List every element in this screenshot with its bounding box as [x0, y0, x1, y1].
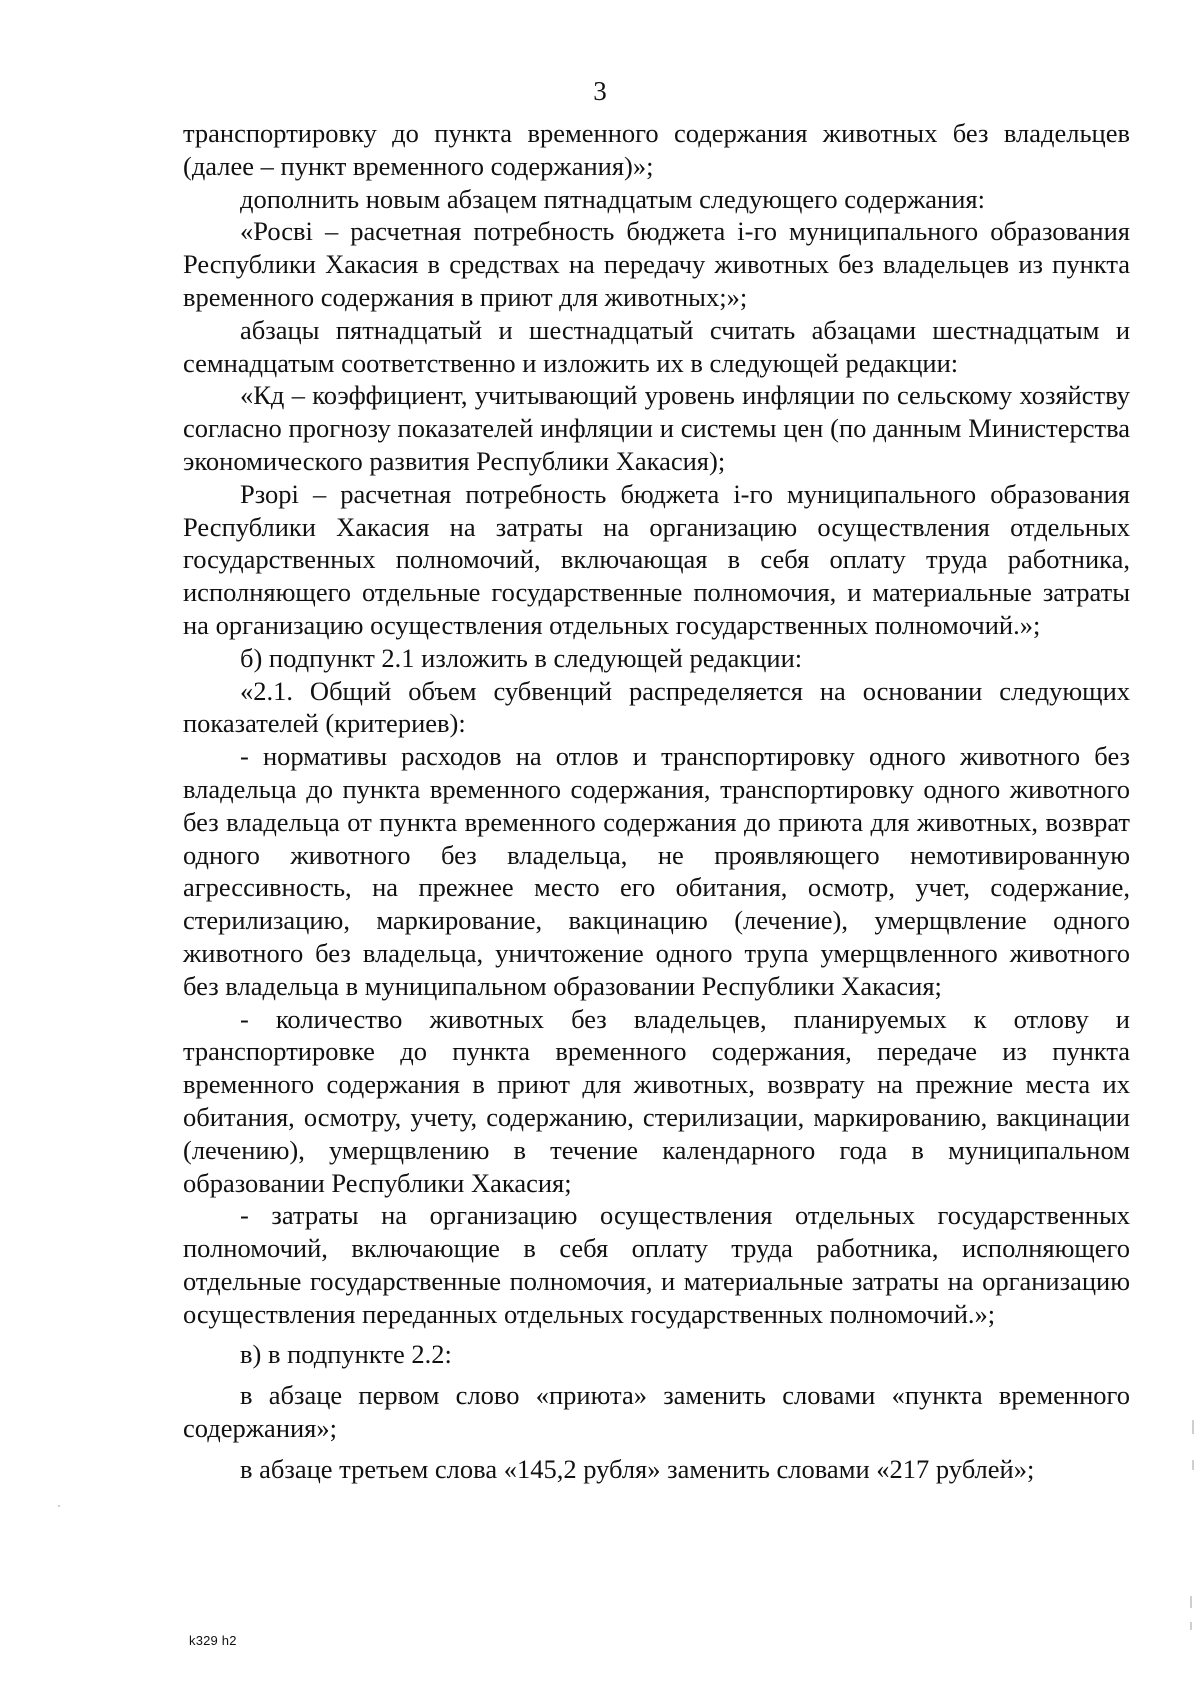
- paragraph: «Росві – расчетная потребность бюджета і-го муниципального образования Республики Хакасия в средствах на передачу животных без владельцев из пункта временного содержания в приют для животных;»;: [183, 216, 1130, 312]
- scan-edge-mark: [1192, 1460, 1194, 1470]
- paragraph: - затраты на организацию осуществления отдельных государственных полномочий, включающие в себя оплату труда работника, исполняющего отдельные государственные полномочия, и материальные затраты на организацию осуществления переданных отдельных государственных полномочий.»;: [183, 1200, 1130, 1329]
- paragraph: - количество животных без владельцев, планируемых к отлову и транспортировке до пункта временного содержания, передаче из пункта временного содержания в приют для животных, возврату на прежние места их обитания, осмотру, учету, содержанию, стерилизации, маркированию, вакцинации (лечению), умерщвлению в течение календарного года в муниципальном образовании Республики Хакасия;: [183, 1003, 1130, 1198]
- paragraph: - нормативы расходов на отлов и транспортировку одного животного без владельца до пункта временного содержания, транспортировку одного животного без владельца от пункта временного содержания до приюта для животных, возврат одного животного без владельца, не проявляющего немотивированную агрессивность, на прежнее место его обитания, осмотр, учет, содержание, стерилизацию, маркирование, вакцинацию (лечение), умерщвление одного животного без владельца, уничтожение одного трупа умерщвленного животного без владельца в муниципальном образовании Республики Хакасия;: [183, 741, 1130, 1001]
- paragraph: «2.1. Общий объем субвенций распределяется на основании следующих показателей (критериев):: [183, 675, 1130, 739]
- paragraph: транспортировку до пункта временного содержания животных без владельцев (далее – пункт временного содержания)»;: [183, 118, 1130, 181]
- paragraph: дополнить новым абзацем пятнадцатым следующего содержания:: [240, 183, 985, 214]
- page-number: 3: [593, 76, 607, 106]
- scan-edge-mark: [1190, 1622, 1192, 1630]
- scan-edge-mark: [58, 1505, 60, 1507]
- paragraph: Рзорі – расчетная потребность бюджета і-го муниципального образования Республики Хакасия на затраты на организацию осуществления отдельных государственных полномочий, включающая в себя оплату труда работника, исполняющего отдельные государственные полномочия, и материальные затраты на организацию осуществления отдельных государственных полномочий.»;: [183, 478, 1130, 640]
- document-body: [183, 117, 1130, 1486]
- scan-edge-mark: [1190, 1596, 1192, 1608]
- document-code: k329 h2: [189, 1633, 237, 1648]
- paragraph: б) подпункт 2.1 изложить в следующей редакции:: [240, 642, 803, 673]
- paragraph: в) в подпункте 2.2:: [240, 1339, 452, 1370]
- paragraph: «Кд – коэффициент, учитывающий уровень инфляции по сельскому хозяйству согласно прогнозу показателей инфляции и системы цен (по данным Министерства экономического развития Республики Хакасия);: [183, 380, 1130, 476]
- paragraph: абзацы пятнадцатый и шестнадцатый считать абзацами шестнадцатым и семнадцатым соответственно и изложить их в следующей редакции:: [183, 314, 1130, 378]
- paragraph: в абзаце первом слово «приюта» заменить словами «пункта временного содержания»;: [183, 1380, 1130, 1444]
- scan-edge-mark: [1192, 1420, 1194, 1434]
- paragraph: в абзаце третьем слова «145,2 рубля» заменить словами «217 рублей»;: [240, 1453, 1035, 1484]
